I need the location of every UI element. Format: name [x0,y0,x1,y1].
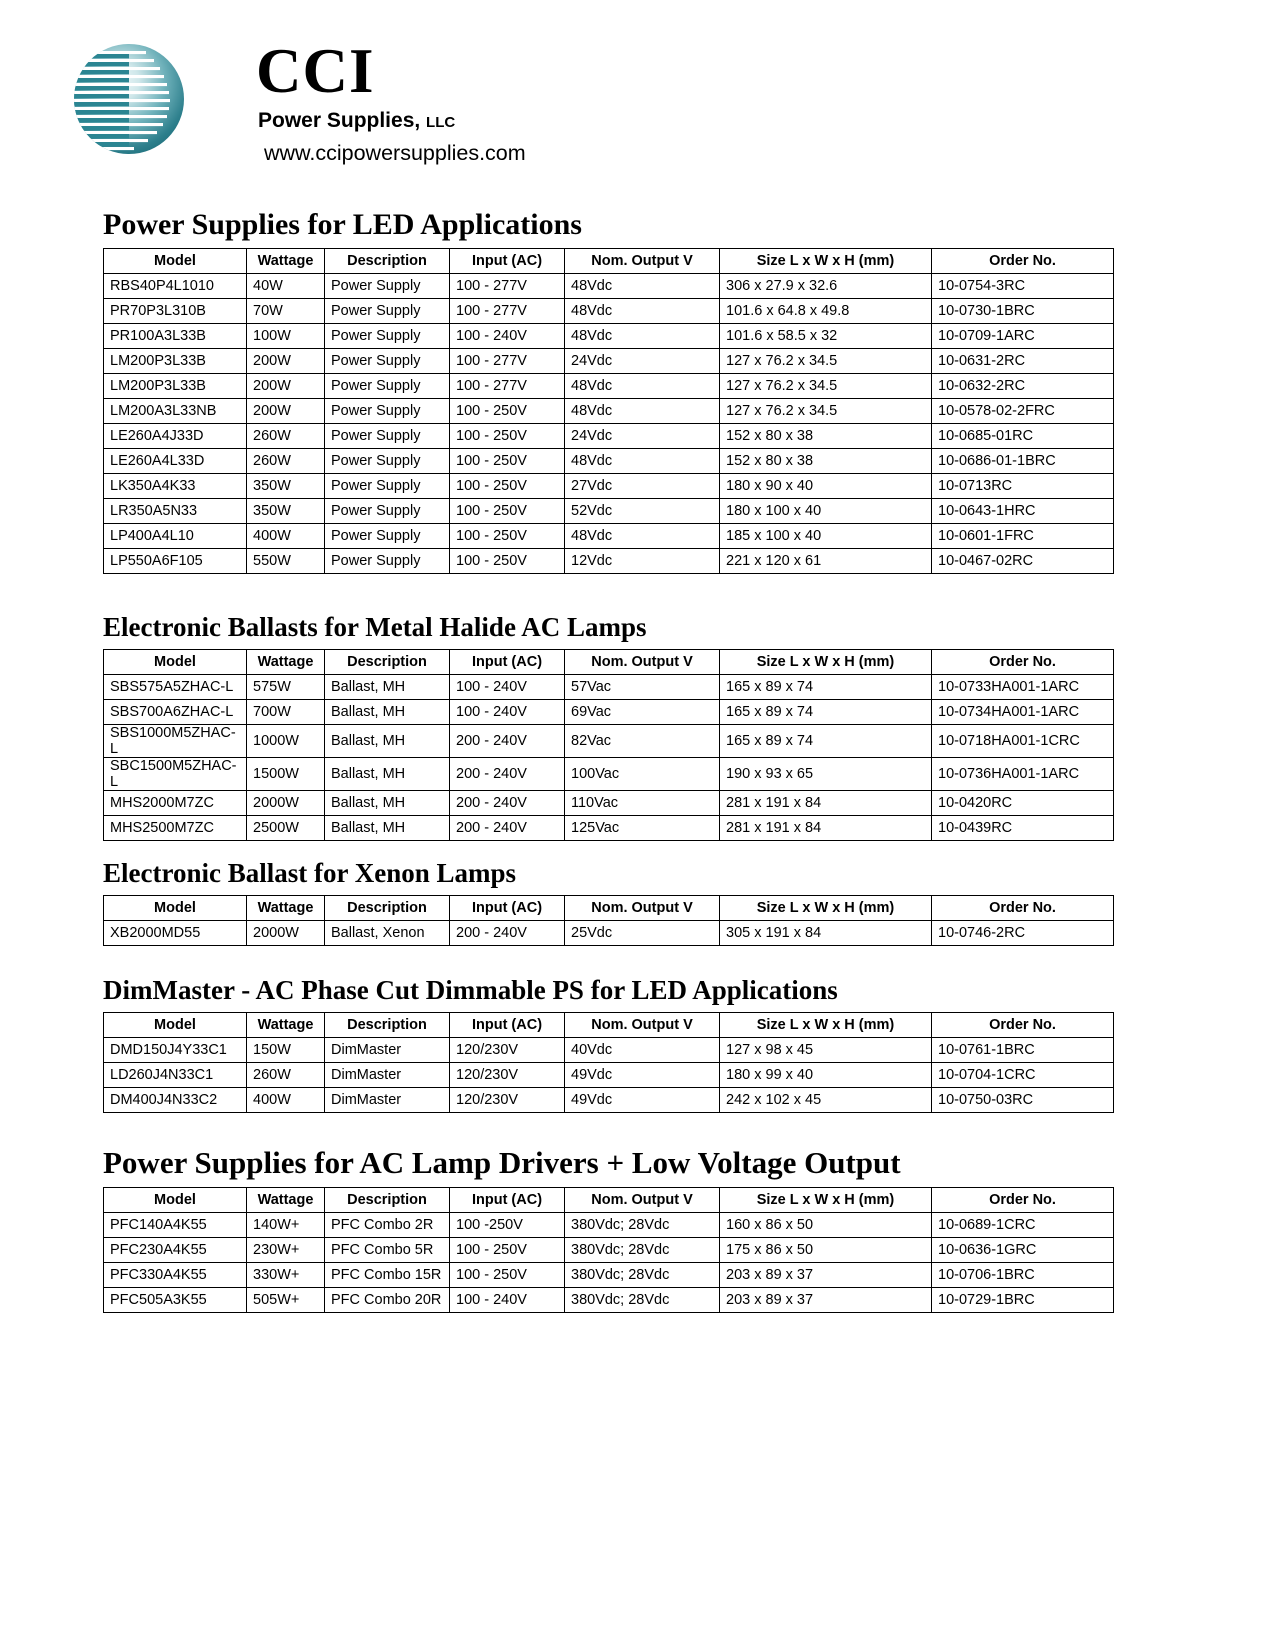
col-header-output: Nom. Output V [565,1013,720,1038]
cell-order-no: 10-0467-02RC [932,549,1114,574]
cell-order-no: 10-0632-2RC [932,374,1114,399]
cell-order-no: 10-0734HA001-1ARC [932,700,1114,725]
cell-order-no: 10-0643-1HRC [932,499,1114,524]
col-header-output: Nom. Output V [565,896,720,921]
cell-order-no: 10-0733HA001-1ARC [932,675,1114,700]
cell-input: 100 - 250V [450,424,565,449]
cell-model: LM200P3L33B [104,349,247,374]
cell-description: PFC Combo 2R [325,1213,450,1238]
cell-order-no: 10-0631-2RC [932,349,1114,374]
cell-output: 48Vdc [565,449,720,474]
cell-wattage: 2000W [247,921,325,946]
col-header-output: Nom. Output V [565,650,720,675]
col-header-output: Nom. Output V [565,249,720,274]
cell-model: MHS2000M7ZC [104,791,247,816]
cell-description: Power Supply [325,424,450,449]
cell-size: 203 x 89 x 37 [720,1288,932,1313]
cell-order-no: 10-0636-1GRC [932,1238,1114,1263]
cell-order-no: 10-0686-01-1BRC [932,449,1114,474]
cell-size: 180 x 90 x 40 [720,474,932,499]
section-xenon-ballast [103,858,1114,946]
cell-description: DimMaster [325,1063,450,1088]
col-header-model: Model [104,1188,247,1213]
table-row [104,449,1114,474]
cell-input: 100 - 277V [450,299,565,324]
cell-size: 203 x 89 x 37 [720,1263,932,1288]
cell-model: MHS2500M7ZC [104,816,247,841]
cell-size: 152 x 80 x 38 [720,424,932,449]
cell-output: 48Vdc [565,374,720,399]
cell-wattage: 40W [247,274,325,299]
cell-model: LD260J4N33C1 [104,1063,247,1088]
cell-input: 100 - 277V [450,274,565,299]
cell-description: Ballast, MH [325,725,450,758]
cell-order-no: 10-0746-2RC [932,921,1114,946]
cell-order-no: 10-0601-1FRC [932,524,1114,549]
cell-output: 24Vdc [565,349,720,374]
cell-wattage: 260W [247,1063,325,1088]
cell-order-no: 10-0736HA001-1ARC [932,758,1114,791]
cell-model: LP550A6F105 [104,549,247,574]
cell-model: PR70P3L310B [104,299,247,324]
col-header-description: Description [325,249,450,274]
table-row [104,474,1114,499]
cell-input: 200 - 240V [450,725,565,758]
cell-order-no: 10-0750-03RC [932,1088,1114,1113]
table-row [104,524,1114,549]
cell-output: 125Vac [565,816,720,841]
cell-output: 25Vdc [565,921,720,946]
cell-description: Power Supply [325,474,450,499]
col-header-wattage: Wattage [247,1188,325,1213]
cell-description: Ballast, MH [325,700,450,725]
col-header-model: Model [104,896,247,921]
cell-model: LE260A4J33D [104,424,247,449]
cell-description: Ballast, Xenon [325,921,450,946]
table-row [104,1263,1114,1288]
table-row [104,324,1114,349]
cell-model: DM400J4N33C2 [104,1088,247,1113]
table-row [104,1288,1114,1313]
cell-wattage: 575W [247,675,325,700]
table-body [104,1213,1114,1313]
cell-wattage: 260W [247,424,325,449]
cell-model: SBS1000M5ZHAC-L [104,725,247,758]
cell-output: 82Vac [565,725,720,758]
col-header-description: Description [325,650,450,675]
cell-model: LK350A4K33 [104,474,247,499]
cell-order-no: 10-0718HA001-1CRC [932,725,1114,758]
cell-wattage: 230W+ [247,1238,325,1263]
col-header-size: Size L x W x H (mm) [720,896,932,921]
spec-table [103,1012,1114,1113]
spec-table [103,1187,1114,1313]
col-header-description: Description [325,896,450,921]
col-header-wattage: Wattage [247,896,325,921]
brand-website-url: www.ccipowersupplies.com [264,141,526,165]
cell-model: LE260A4L33D [104,449,247,474]
cell-output: 27Vdc [565,474,720,499]
table-header-row [104,1188,1114,1213]
cell-size: 306 x 27.9 x 32.6 [720,274,932,299]
cell-wattage: 140W+ [247,1213,325,1238]
cell-size: 180 x 99 x 40 [720,1063,932,1088]
table-row [104,816,1114,841]
col-header-output: Nom. Output V [565,1188,720,1213]
cell-model: LM200A3L33NB [104,399,247,424]
cell-size: 165 x 89 x 74 [720,675,932,700]
cell-size: 180 x 100 x 40 [720,499,932,524]
cell-order-no: 10-0685-01RC [932,424,1114,449]
cell-model: SBS575A5ZHAC-L [104,675,247,700]
col-header-wattage: Wattage [247,1013,325,1038]
cell-size: 175 x 86 x 50 [720,1238,932,1263]
brand-name: CCI [256,36,375,106]
table-row [104,424,1114,449]
cell-wattage: 400W [247,524,325,549]
cell-size: 165 x 89 x 74 [720,725,932,758]
col-header-order-no: Order No. [932,249,1114,274]
cell-wattage: 200W [247,349,325,374]
cell-input: 100 - 250V [450,399,565,424]
cell-output: 57Vac [565,675,720,700]
section-title: Electronic Ballast for Xenon Lamps [103,858,517,888]
col-header-description: Description [325,1013,450,1038]
cell-output: 380Vdc; 28Vdc [565,1213,720,1238]
table-header-row [104,650,1114,675]
table-row [104,675,1114,700]
cell-description: Power Supply [325,399,450,424]
cell-order-no: 10-0730-1BRC [932,299,1114,324]
cci-sphere-logo-icon [68,38,190,160]
cell-size: 160 x 86 x 50 [720,1213,932,1238]
cell-description: Power Supply [325,349,450,374]
col-header-model: Model [104,1013,247,1038]
brand-tagline-main: Power Supplies, [258,109,427,132]
table-body [104,1038,1114,1113]
cell-description: DimMaster [325,1088,450,1113]
col-header-wattage: Wattage [247,650,325,675]
cell-model: SBS700A6ZHAC-L [104,700,247,725]
cell-order-no: 10-0761-1BRC [932,1038,1114,1063]
col-header-model: Model [104,249,247,274]
cell-order-no: 10-0689-1CRC [932,1213,1114,1238]
cell-size: 190 x 93 x 65 [720,758,932,791]
col-header-wattage: Wattage [247,249,325,274]
table-row [104,1213,1114,1238]
cell-input: 100 - 250V [450,499,565,524]
cell-input: 100 - 250V [450,1238,565,1263]
table-row [104,758,1114,791]
cell-input: 200 - 240V [450,791,565,816]
cell-description: Ballast, MH [325,791,450,816]
cell-wattage: 200W [247,374,325,399]
table-body [104,274,1114,574]
cell-size: 101.6 x 58.5 x 32 [720,324,932,349]
cell-wattage: 100W [247,324,325,349]
section-ac-lamp-drivers [103,1145,1114,1313]
cell-description: Power Supply [325,374,450,399]
col-header-order-no: Order No. [932,650,1114,675]
table-row [104,1038,1114,1063]
cell-description: Power Supply [325,274,450,299]
table-row [104,791,1114,816]
table-body [104,921,1114,946]
cell-model: PFC330A4K55 [104,1263,247,1288]
col-header-order-no: Order No. [932,896,1114,921]
cell-size: 281 x 191 x 84 [720,791,932,816]
cell-size: 127 x 76.2 x 34.5 [720,374,932,399]
cell-input: 120/230V [450,1088,565,1113]
table-row [104,921,1114,946]
cell-model: PFC230A4K55 [104,1238,247,1263]
section-metal-halide-ballasts [103,612,1114,841]
cell-description: Power Supply [325,324,450,349]
cell-wattage: 260W [247,449,325,474]
cell-description: PFC Combo 20R [325,1288,450,1313]
cell-input: 120/230V [450,1063,565,1088]
col-header-input: Input (AC) [450,1013,565,1038]
cell-wattage: 1500W [247,758,325,791]
table-row [104,700,1114,725]
cell-model: PR100A3L33B [104,324,247,349]
cell-output: 49Vdc [565,1063,720,1088]
cell-order-no: 10-0729-1BRC [932,1288,1114,1313]
cell-description: Power Supply [325,299,450,324]
cell-wattage: 550W [247,549,325,574]
col-header-input: Input (AC) [450,249,565,274]
col-header-size: Size L x W x H (mm) [720,1013,932,1038]
cell-input: 100 - 250V [450,549,565,574]
cell-size: 242 x 102 x 45 [720,1088,932,1113]
cell-model: XB2000MD55 [104,921,247,946]
cell-order-no: 10-0420RC [932,791,1114,816]
col-header-input: Input (AC) [450,1188,565,1213]
cell-description: Power Supply [325,549,450,574]
cell-input: 100 - 277V [450,374,565,399]
cell-size: 281 x 191 x 84 [720,816,932,841]
cell-description: Power Supply [325,524,450,549]
table-row [104,725,1114,758]
cell-output: 100Vac [565,758,720,791]
cell-wattage: 505W+ [247,1288,325,1313]
cell-input: 100 - 277V [450,349,565,374]
cell-output: 380Vdc; 28Vdc [565,1288,720,1313]
cell-size: 305 x 191 x 84 [720,921,932,946]
cell-input: 100 - 240V [450,700,565,725]
spec-table [103,649,1114,841]
col-header-order-no: Order No. [932,1013,1114,1038]
col-header-size: Size L x W x H (mm) [720,1188,932,1213]
spec-table [103,895,1114,946]
cell-output: 69Vac [565,700,720,725]
cell-output: 380Vdc; 28Vdc [565,1238,720,1263]
cell-output: 48Vdc [565,274,720,299]
cell-model: SBC1500M5ZHAC-L [104,758,247,791]
cell-order-no: 10-0754-3RC [932,274,1114,299]
brand-tagline [258,109,556,135]
cell-description: DimMaster [325,1038,450,1063]
cell-model: LM200P3L33B [104,374,247,399]
cell-output: 40Vdc [565,1038,720,1063]
cell-order-no: 10-0709-1ARC [932,324,1114,349]
cell-wattage: 350W [247,474,325,499]
cell-input: 100 - 240V [450,675,565,700]
table-row [104,549,1114,574]
table-row [104,499,1114,524]
spec-table [103,248,1114,574]
cell-wattage: 2000W [247,791,325,816]
cell-size: 127 x 98 x 45 [720,1038,932,1063]
cell-input: 100 - 250V [450,524,565,549]
col-header-size: Size L x W x H (mm) [720,650,932,675]
cell-wattage: 70W [247,299,325,324]
cell-wattage: 1000W [247,725,325,758]
cell-input: 200 - 240V [450,758,565,791]
table-row [104,399,1114,424]
cell-output: 49Vdc [565,1088,720,1113]
table-row [104,1238,1114,1263]
cell-output: 48Vdc [565,399,720,424]
section-title: Electronic Ballasts for Metal Halide AC Lamps [103,612,647,642]
cell-output: 52Vdc [565,499,720,524]
cell-input: 100 - 240V [450,324,565,349]
cell-output: 380Vdc; 28Vdc [565,1263,720,1288]
cell-output: 110Vac [565,791,720,816]
cell-input: 100 - 250V [450,1263,565,1288]
brand-tagline-llc: LLC [426,114,456,131]
cell-wattage: 700W [247,700,325,725]
cell-size: 127 x 76.2 x 34.5 [720,349,932,374]
table-row [104,274,1114,299]
cell-output: 24Vdc [565,424,720,449]
col-header-input: Input (AC) [450,896,565,921]
col-header-order-no: Order No. [932,1188,1114,1213]
col-header-size: Size L x W x H (mm) [720,249,932,274]
brand-wordmark [196,36,556,165]
cell-description: Ballast, MH [325,758,450,791]
cell-wattage: 2500W [247,816,325,841]
cell-description: Ballast, MH [325,816,450,841]
table-row [104,374,1114,399]
cell-order-no: 10-0706-1BRC [932,1263,1114,1288]
cell-description: Ballast, MH [325,675,450,700]
cell-description: Power Supply [325,449,450,474]
table-row [104,1088,1114,1113]
cell-wattage: 330W+ [247,1263,325,1288]
cell-order-no: 10-0713RC [932,474,1114,499]
col-header-input: Input (AC) [450,650,565,675]
cell-size: 185 x 100 x 40 [720,524,932,549]
company-header [68,30,568,175]
cell-wattage: 200W [247,399,325,424]
cell-input: 100 - 240V [450,1288,565,1313]
section-title: DimMaster - AC Phase Cut Dimmable PS for LED Applications [103,975,838,1005]
cell-model: LP400A4L10 [104,524,247,549]
table-header-row [104,1013,1114,1038]
section-dimmaster [103,975,1114,1113]
cell-size: 221 x 120 x 61 [720,549,932,574]
cell-wattage: 150W [247,1038,325,1063]
cell-order-no: 10-0439RC [932,816,1114,841]
table-row [104,299,1114,324]
cell-input: 100 - 250V [450,474,565,499]
table-row [104,1063,1114,1088]
cell-description: PFC Combo 15R [325,1263,450,1288]
cell-model: DMD150J4Y33C1 [104,1038,247,1063]
section-title: Power Supplies for LED Applications [103,208,582,241]
cell-description: Power Supply [325,499,450,524]
table-row [104,349,1114,374]
table-header-row [104,249,1114,274]
cell-size: 101.6 x 64.8 x 49.8 [720,299,932,324]
cell-wattage: 400W [247,1088,325,1113]
cell-input: 120/230V [450,1038,565,1063]
cell-model: PFC140A4K55 [104,1213,247,1238]
cell-input: 100 - 250V [450,449,565,474]
cell-size: 152 x 80 x 38 [720,449,932,474]
section-led-power-supplies [103,208,1114,574]
cell-output: 48Vdc [565,299,720,324]
cell-size: 165 x 89 x 74 [720,700,932,725]
cell-wattage: 350W [247,499,325,524]
cell-description: PFC Combo 5R [325,1238,450,1263]
cell-output: 48Vdc [565,324,720,349]
section-title: Power Supplies for AC Lamp Drivers + Low Voltage Output [103,1145,901,1180]
table-body [104,675,1114,841]
cell-order-no: 10-0704-1CRC [932,1063,1114,1088]
cell-input: 200 - 240V [450,921,565,946]
cell-size: 127 x 76.2 x 34.5 [720,399,932,424]
col-header-model: Model [104,650,247,675]
cell-output: 48Vdc [565,524,720,549]
col-header-description: Description [325,1188,450,1213]
cell-input: 200 - 240V [450,816,565,841]
cell-input: 100 -250V [450,1213,565,1238]
cell-model: RBS40P4L1010 [104,274,247,299]
table-header-row [104,896,1114,921]
cell-output: 12Vdc [565,549,720,574]
cell-order-no: 10-0578-02-2FRC [932,399,1114,424]
cell-model: PFC505A3K55 [104,1288,247,1313]
cell-model: LR350A5N33 [104,499,247,524]
